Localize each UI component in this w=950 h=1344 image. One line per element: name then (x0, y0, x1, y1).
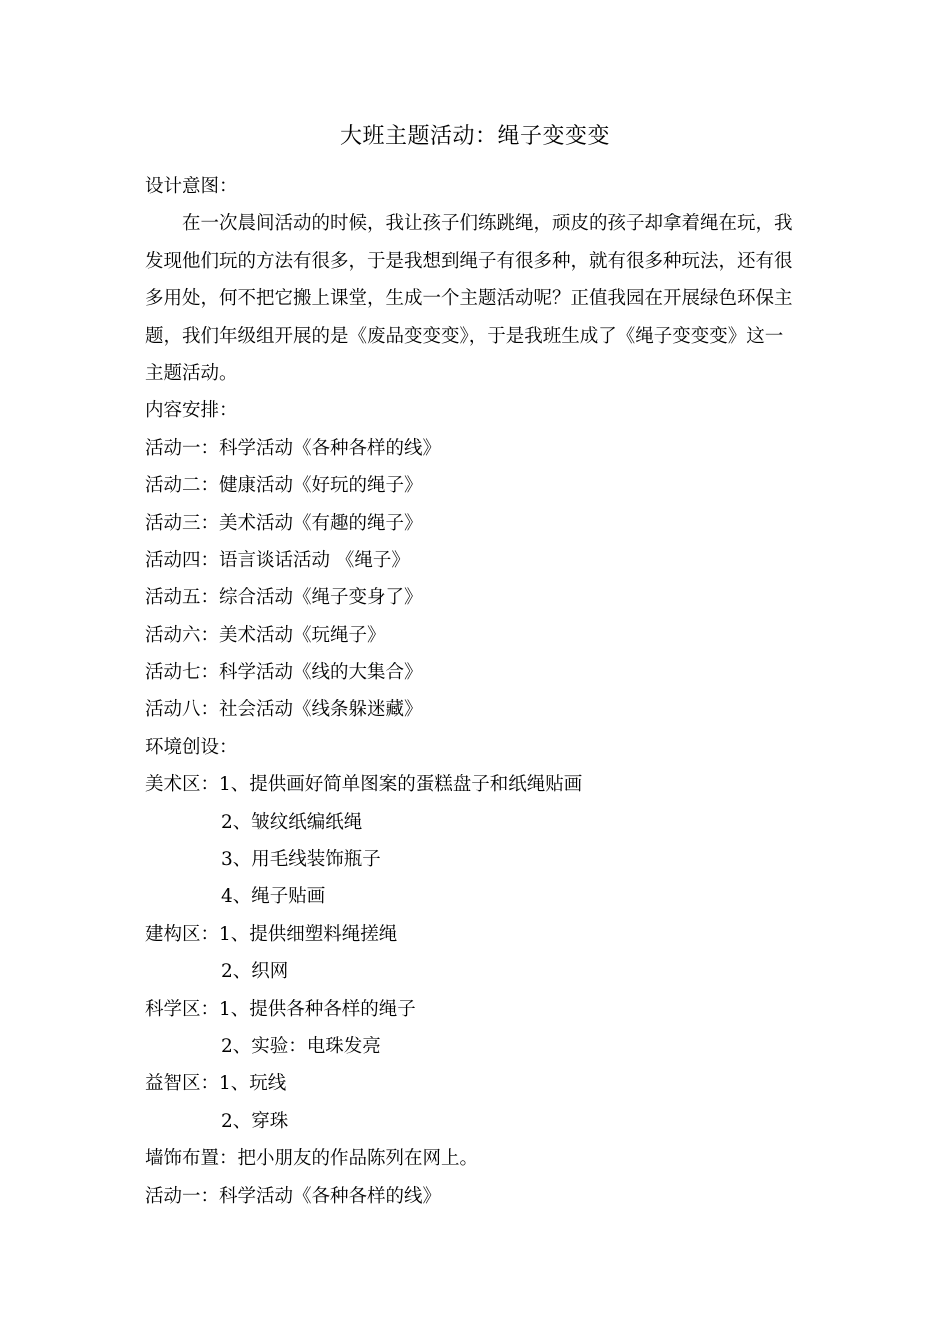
area-item: 1、提供细塑料绳搓绳 (219, 923, 398, 945)
design-intent-line: 在一次晨间活动的时候，我让孩子们练跳绳，顽皮的孩子却拿着绳在玩，我 (182, 213, 793, 235)
activity-item: 活动八：社会活动《线条躲迷藏》 (145, 699, 423, 721)
design-intent-line: 题，我们年级组开展的是《废品变变变》，于是我班生成了《绳子变变变》这一 (145, 325, 784, 347)
area-name: 科学区： (145, 998, 220, 1020)
design-intent-line: 发现他们玩的方法有很多，于是我想到绳子有很多种，就有很多种玩法，还有很 (145, 250, 793, 272)
area-item: 2、皱纹纸编纸绳 (221, 811, 363, 833)
area-item: 3、用毛线装饰瓶子 (221, 849, 381, 871)
activity-item: 活动七：科学活动《线的大集合》 (145, 662, 423, 684)
area-row-science (145, 991, 810, 1028)
area-row-puzzle (145, 1065, 810, 1102)
area-item: 2、织网 (221, 961, 289, 983)
area-item: 1、提供画好简单图案的蛋糕盘子和纸绳贴画 (219, 774, 583, 796)
design-intent-line: 多用处，何不把它搬上课堂，生成一个主题活动呢？正值我园在开展绿色环保主 (145, 288, 793, 310)
document-body (145, 168, 810, 1215)
area-name: 美术区： (145, 774, 220, 796)
environment-heading: 环境创设： (145, 736, 238, 758)
design-intent-line: 主题活动。 (145, 362, 238, 384)
wall-decoration: 墙饰布置：把小朋友的作品陈列在网上。 (145, 1148, 479, 1170)
activity-item: 活动二：健康活动《好玩的绳子》 (145, 475, 423, 497)
area-row-art (145, 766, 810, 803)
activity-item: 活动三：美术活动《有趣的绳子》 (145, 512, 423, 534)
activity-item: 活动四：语言谈话活动 《绳子》 (145, 549, 410, 571)
area-item: 1、提供各种各样的绳子 (219, 998, 416, 1020)
area-name: 益智区： (145, 1073, 220, 1095)
area-name: 建构区： (145, 923, 220, 945)
activity-item: 活动一：科学活动《各种各样的线》 (145, 437, 442, 459)
document-title: 大班主题活动：绳子变变变 (339, 124, 610, 149)
area-item: 1、玩线 (219, 1073, 287, 1095)
area-item: 2、实验：电珠发亮 (221, 1035, 381, 1057)
area-item: 2、穿珠 (221, 1110, 289, 1132)
area-row-construction (145, 916, 810, 953)
activity-item: 活动五：综合活动《绳子变身了》 (145, 587, 423, 609)
next-section-heading: 活动一：科学活动《各种各样的线》 (145, 1185, 442, 1207)
area-item: 4、绳子贴画 (221, 886, 326, 908)
content-heading: 内容安排： (145, 400, 238, 422)
activity-item: 活动六：美术活动《玩绳子》 (145, 624, 386, 646)
design-intent-heading: 设计意图： (145, 176, 238, 197)
